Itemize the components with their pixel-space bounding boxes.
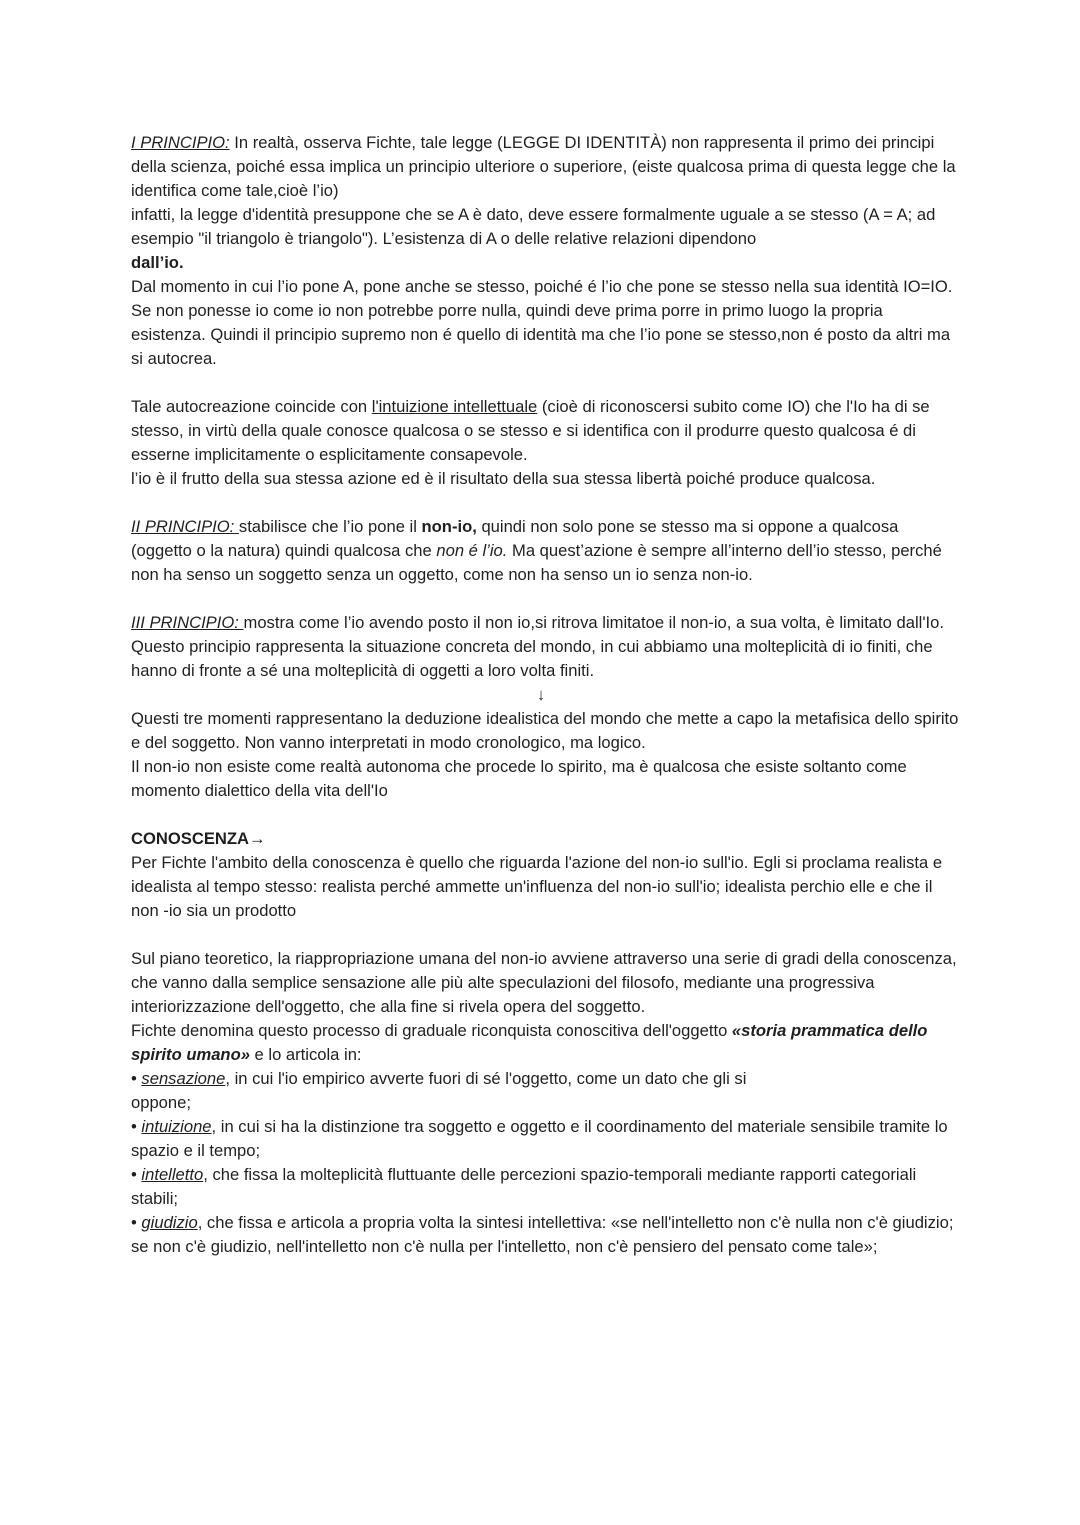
text: mostra come l’io avendo posto il non io,si ritrova limitatoe il non-io, a sua volta, è limitato dall'Io. — [243, 613, 944, 632]
paragraph-intellectual-intuition — [131, 395, 961, 467]
paragraph-third-principle — [131, 611, 961, 635]
term: giudizio — [141, 1213, 198, 1232]
paragraph-second-principle — [131, 515, 961, 587]
document-page — [131, 131, 961, 1259]
paragraph-first-principle — [131, 131, 961, 203]
bullet: • — [131, 1069, 142, 1088]
heading-first-principle: I PRINCIPIO: — [131, 133, 230, 152]
text: (cioè di riconoscersi subito come IO) che l'Io ha di se stesso, in virtù della quale conosce qualcosa o se stesso e si identifica con il produrre questo qualcosa é di esserne implicitamente o esplicitamente consapevole. — [131, 397, 930, 464]
paragraph — [131, 1019, 961, 1067]
bullet: • — [131, 1213, 142, 1232]
underlined-term: l'intuizione intellettuale — [371, 397, 538, 416]
paragraph: Il non-io non esiste come realtà autonoma che procede lo spirito, ma è qualcosa che esiste soltanto come momento dialettico della vita dell'Io — [131, 757, 907, 800]
paragraph: Se non ponesse io come io non potrebbe porre nulla, quindi deve prima porre in primo luogo la propria esistenza. Quindi il principio supremo non é quello di identità ma che l’io pone se stesso,non é posto da altri ma si autocrea. — [131, 301, 951, 368]
italic-text: non é l’io. — [436, 541, 508, 560]
bullet: • — [131, 1165, 142, 1184]
heading-second-principle: II PRINCIPIO: — [131, 517, 239, 536]
text: Tale autocreazione coincide con — [131, 397, 372, 416]
text: e lo articola in: — [249, 1045, 362, 1064]
text: Fichte denomina questo processo di graduale riconquista conoscitiva dell'oggetto — [131, 1021, 732, 1040]
bold-text: non-io, — [421, 517, 477, 536]
paragraph: Sul piano teoretico, la riappropriazione umana del non-io avviene attraverso una serie di gradi della conoscenza, che vanno dalla semplice sensazione alle più alte speculazioni del filosofo, mediante una progressiva interiorizzazione dell'oggetto, che alla fine si rivela opera del soggetto. — [131, 949, 957, 1016]
paragraph: Dal momento in cui l’io pone A, pone anche se stesso, poiché é l’io che pone se stesso nella sua identità IO=IO. — [131, 277, 953, 296]
list-item-intuizione — [131, 1115, 961, 1163]
text: infatti, la legge d'identità presuppone che se A è dato, deve essere formalmente uguale a se stesso (A = A; ad esempio "il triangolo è triangolo"). L’esistenza di A o delle relative relazioni dipendono — [131, 205, 936, 248]
heading-third-principle: III PRINCIPIO: — [131, 613, 244, 632]
term: intuizione — [141, 1117, 212, 1136]
bullet: • — [131, 1117, 142, 1136]
text: stabilisce che l’io pone il — [238, 517, 422, 536]
text: , che fissa e articola a propria volta la sintesi intellettiva: «se nell'intelletto non c'è nulla non c'è giudizio; se non c'è giudizio, nell'intelletto non c'è nulla per l'intelletto, non c'è pensiero del pensato come tale»; — [131, 1213, 954, 1256]
paragraph: Per Fichte l'ambito della conoscenza è quello che riguarda l'azione del non-io sull'io. Egli si proclama realista e idealista al tempo stesso: realista perché ammette un'influenza del non-io sull'io; idealista perchio elle e che il non -io sia un prodotto — [131, 853, 943, 920]
text: In realtà, osserva Fichte, tale legge (LEGGE DI IDENTITÀ) non rappresenta il primo dei principi della scienza, poiché essa implica un principio ulteriore o superiore, (eiste qualcosa prima di questa legge che la identifica come tale,cioè l’io) — [131, 133, 956, 200]
text: , in cui si ha la distinzione tra soggetto e oggetto e il coordinamento del materiale sensibile tramite lo spazio e il tempo; — [131, 1117, 948, 1160]
down-arrow-icon: ↓ — [536, 685, 546, 704]
paragraph: Questo principio rappresenta la situazione concreta del mondo, in cui abbiamo una molteplicità di io finiti, che hanno di fronte a sé una molteplicità di oggetti a loro volta finiti. — [131, 637, 933, 680]
heading-text: CONOSCENZA→ — [131, 829, 266, 848]
paragraph: Questi tre momenti rappresentano la deduzione idealistica del mondo che mette a capo la metafisica dello spirito e del soggetto. Non vanno interpretati in modo cronologico, ma logico. — [131, 709, 959, 752]
text: Ma quest’azione è sempre all’interno dell’io stesso, perché non ha senso un soggetto senza un oggetto, come non ha senso un io senza non-io. — [131, 541, 942, 584]
text: , che fissa la molteplicità fluttuante delle percezioni spazio-temporali mediante rapporti categoriali stabili; — [131, 1165, 917, 1208]
heading-conoscenza — [131, 827, 961, 851]
bold-italic-term: «storia prammatica dello spirito umano» — [131, 1021, 928, 1064]
list-item-intelletto — [131, 1163, 961, 1211]
text: , in cui l'io empirico avverte fuori di sé l'oggetto, come un dato che gli si — [225, 1069, 747, 1088]
text: oppone; — [131, 1093, 191, 1112]
list-item-sensazione — [131, 1067, 961, 1115]
paragraph — [131, 203, 961, 275]
term: intelletto — [141, 1165, 204, 1184]
term: sensazione — [141, 1069, 226, 1088]
list-item-giudizio — [131, 1211, 961, 1259]
paragraph: l’io è il frutto della sua stessa azione ed è il risultato della sua stessa libertà poiché produce qualcosa. — [131, 469, 876, 488]
text: quindi non solo pone se stesso ma si oppone a qualcosa (oggetto o la natura) quindi qualcosa che — [131, 517, 899, 560]
bold-text: dall’io. — [131, 253, 184, 272]
